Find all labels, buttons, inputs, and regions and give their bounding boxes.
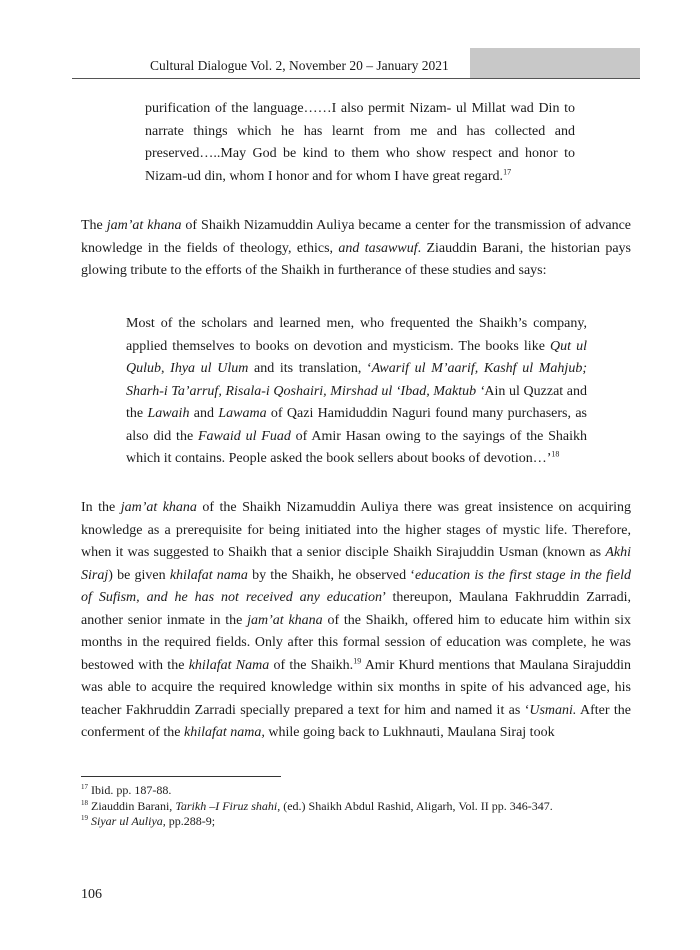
footnote-ref-17[interactable]: 17 — [503, 166, 512, 176]
quote2-text: of Qazi Hamiduddin Naguri found many purchasers, as also did the — [126, 406, 587, 444]
footnote-text: , (ed.) Shaikh Abdul Rashid, Aligarh, Vol. II pp. 346-347. — [277, 798, 553, 813]
footnote-text: Ibid. pp. 187-88. — [88, 783, 172, 797]
para2-text: In the — [81, 500, 121, 515]
block-quote-2 — [124, 313, 587, 471]
quote2-text: Most of the scholars and learned men, who frequented the Shaikh’s company, applied themselves to books on devotion and mysticism. The books like — [126, 316, 587, 354]
quote2-book-title: Lawama — [218, 406, 267, 421]
para2-italic: jam’at khana — [120, 500, 197, 515]
footnote-separator — [81, 776, 281, 777]
para2-italic: Usmani. — [529, 702, 577, 718]
quote2-text: and — [189, 406, 219, 421]
quote2-book-title: Awarif ul M’aarif, Kashf ul Mahjub; Sharh-i Ta’arruf, Risala-i Qoshairi, Mirshad ul ‘Ibad, Maktub ‘ — [126, 361, 587, 399]
body-paragraph-1 — [81, 215, 631, 283]
footnote-italic: Siyar ul Auliya, — [91, 814, 166, 828]
quote2-text: of Amir Hasan owing to the sayings of the Shaikh which it contains. People asked the book sellers about books of devotion…’ — [126, 428, 587, 466]
para1-text: of Shaikh Nizamuddin Auliya became a center for the transmission of advance knowledge in the fields of theology, ethics, — [81, 218, 632, 256]
footnote-text: pp.288-9; — [165, 814, 216, 828]
block-quote-1 — [145, 98, 575, 188]
para2-italic: khilafat Nama — [188, 657, 270, 673]
footnote-text: Ziauddin Barani, — [88, 798, 176, 813]
para2-italic: jam’at khana — [247, 612, 323, 628]
para2-text: After the conferment of the — [81, 702, 631, 740]
para2-text: ) be given — [108, 567, 170, 583]
running-header — [72, 48, 640, 79]
footnote-19 — [81, 814, 631, 830]
quote2-book-title: Ihya ul Ulum — [170, 361, 249, 376]
body-paragraph-2 — [81, 497, 631, 745]
footnote-number: 18 — [81, 798, 88, 807]
para2-text: Amir Khurd mentions that Maulana Sirajuddin was able to acquire the required knowledge within six months in spite of his advanced age, his teacher Fakhruddin Zarradi specially prepared a text for him and named it as ‘ — [81, 657, 632, 718]
para2-text: ’ thereupon, Maulana Fakhruddin Zarradi, another senior inmate in the — [81, 590, 632, 628]
para2-italic: Akhi Siraj — [81, 545, 631, 583]
para2-italic: education is the first stage in the field of Sufism, and he has not received any education — [81, 567, 631, 605]
para2-italic: khilafat nama, — [184, 725, 265, 740]
running-title: Cultural Dialogue Vol. 2, November 20 – January 2021 — [150, 58, 449, 73]
footnote-number: 19 — [81, 814, 88, 822]
para1-text: The — [81, 218, 107, 233]
para1-italic: jam’at khana — [106, 218, 182, 233]
footnote-18 — [81, 799, 631, 815]
quote2-book-title: Fawaid ul Fuad — [197, 428, 291, 444]
quote1-text: purification of the language……I also permit Nizam- ul Millat wad Din to narrate things which he has learnt from me and has collected and preserved…..May God be kind to them who show respect and honor to Nizam-ud din, whom I honor and for whom I have great regard. — [145, 101, 575, 184]
para2-text: of the Shaikh, offered him to educate him within six months in the required fields. Only after this formal session of education was complete, he was bestowed with the — [81, 612, 631, 673]
para2-italic: khilafat nama — [169, 567, 248, 583]
para2-text: of the Shaikh Nizamuddin Auliya there was great insistence on acquiring knowledge as a prerequisite for being initiated into the higher stages of mystic life. Therefore, when it was suggested to Shaikh that a senior disciple Shaikh Sirajuddin Usman (known as — [81, 500, 631, 560]
quote2-book-title: Lawaih — [147, 406, 190, 421]
para2-text: while going back to Lukhnauti, Maulana Siraj took — [264, 725, 555, 740]
quote2-text: Ain ul Quzzat and the — [126, 383, 588, 421]
quote2-book-title: Qut ul Qulub — [126, 338, 587, 376]
quote2-text: and its translation, ‘ — [248, 361, 372, 376]
footnote-ref-19[interactable]: 19 — [353, 655, 362, 665]
page-number: 106 — [81, 887, 102, 902]
quote2-paragraph — [124, 313, 587, 471]
quote2-text: , — [161, 361, 171, 376]
footnote-number: 17 — [81, 783, 88, 791]
para1-italic: and tasawwuf — [338, 240, 418, 256]
footnote-ref-18[interactable]: 18 — [551, 449, 560, 459]
header-shaded-bar — [470, 48, 640, 78]
footnote-italic: Tarikh –I Firuz shahi — [175, 798, 278, 813]
para2-text: by the Shaikh, he observed ‘ — [247, 567, 415, 583]
para2-text: of the Shaikh. — [269, 657, 354, 673]
footnotes — [81, 783, 631, 830]
para1-text: . Ziauddin Barani, the historian pays glowing tribute to the efforts of the Shaikh in furtherance of these studies and says: — [81, 240, 632, 278]
footnote-17 — [81, 783, 631, 799]
